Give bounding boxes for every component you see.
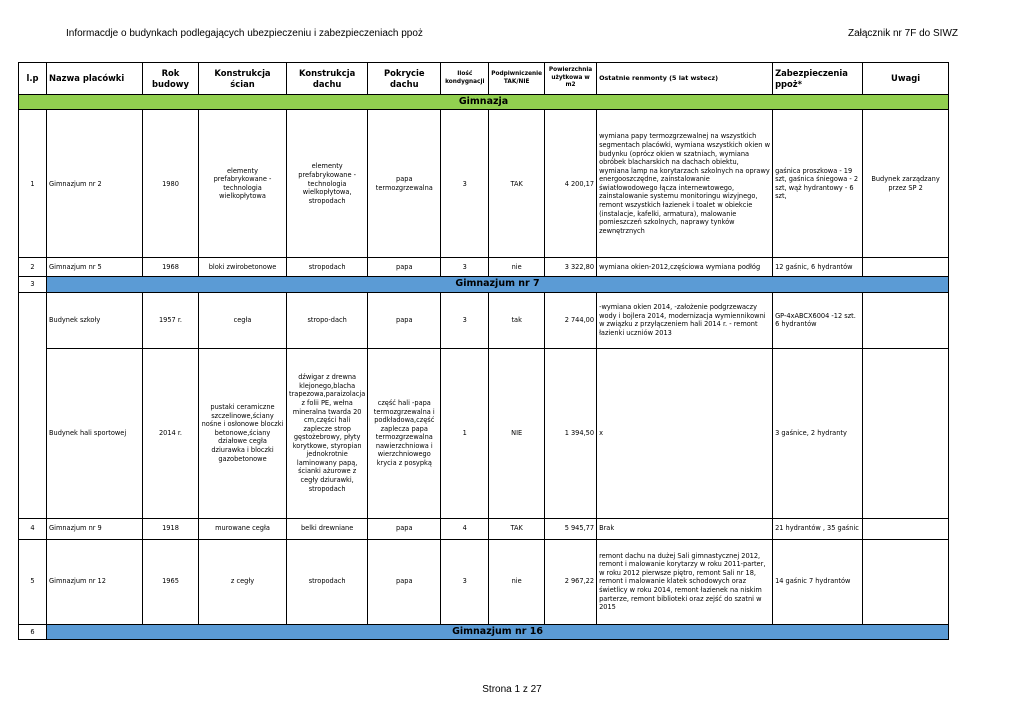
cell-basement: TAK xyxy=(489,110,545,258)
col-renovations: Ostatnie renmonty (5 lat wstecz) xyxy=(597,63,773,95)
col-name: Nazwa placówki xyxy=(47,63,143,95)
cell-lp: 6 xyxy=(19,624,47,639)
col-roof-cover: Pokrycie dachu xyxy=(368,63,441,95)
cell-basement: TAK xyxy=(489,518,545,539)
table-row xyxy=(19,110,949,258)
cell-walls: elementy prefabrykowane - technologia wielkopłytowa xyxy=(199,110,287,258)
school-header-row xyxy=(19,624,949,639)
cell-notes xyxy=(863,258,949,277)
cell-roof-cover: papa xyxy=(368,292,441,348)
cell-fire-protection: 14 gaśnic 7 hydrantów xyxy=(773,539,863,624)
school-title: Gimnazjum nr 16 xyxy=(47,624,949,639)
col-basement: Podpiwniczenie TAK/NIE xyxy=(489,63,545,95)
table-row xyxy=(19,292,949,348)
cell-roof-cover: papa termozgrzewalna xyxy=(368,110,441,258)
cell-floors: 3 xyxy=(441,292,489,348)
cell-roof-construction: belki drewniane xyxy=(287,518,368,539)
cell-renovations: wymiana okien-2012,częściowa wymiana podłóg xyxy=(597,258,773,277)
cell-fire-protection: gaśnica proszkowa - 19 szt, gaśnica śniegowa - 2 szt, wąż hydrantowy - 6 szt, xyxy=(773,110,863,258)
cell-area: 4 200,17 xyxy=(545,110,597,258)
cell-year: 1965 xyxy=(143,539,199,624)
cell-name: Gimnazjum nr 12 xyxy=(47,539,143,624)
col-notes: Uwagi xyxy=(863,63,949,95)
cell-lp: 1 xyxy=(19,110,47,258)
cell-name: Budynek hali sportowej xyxy=(47,348,143,518)
cell-walls: murowane cegła xyxy=(199,518,287,539)
table-row xyxy=(19,258,949,277)
cell-notes xyxy=(863,539,949,624)
table-header-row xyxy=(19,63,949,95)
cell-notes: Budynek zarządzany przez SP 2 xyxy=(863,110,949,258)
buildings-table xyxy=(18,62,949,640)
cell-lp: 2 xyxy=(19,258,47,277)
col-floors: Ilość kondygnacji xyxy=(441,63,489,95)
cell-area: 1 394,50 xyxy=(545,348,597,518)
cell-roof-construction: stropodach xyxy=(287,539,368,624)
cell-lp: 4 xyxy=(19,518,47,539)
attachment-label: Załącznik nr 7F do SIWZ xyxy=(847,28,958,39)
cell-roof-construction: stropo-dach xyxy=(287,292,368,348)
cell-floors: 3 xyxy=(441,539,489,624)
cell-walls: z cegły xyxy=(199,539,287,624)
cell-fire-protection: 21 hydrantów , 35 gaśnic xyxy=(773,518,863,539)
cell-renovations: wymiana papy termozgrzewalnej na wszystkich segmentach placówki, wymiana wszystkich okien w budynku (oprócz okien w szatniach, wymiana obróbek blacharskich na dachach obiektu, wymiana lamp na korytarzach szkolnych na oprawy energooszczędne, zainstalowanie światłowodowego łącza internewtowego, zainstalowanie systemu monitoringu wizyjnego, remont wszystkich łazienek i toalet w obiekcie (instalacje, kafelki, armatura), malowanie pomieszczeń szkolnych, naprawy tynków zewnętrznych xyxy=(597,110,773,258)
cell-year: 1918 xyxy=(143,518,199,539)
cell-fire-protection: GP-4xABCX6004 -12 szt. 6 hydrantów xyxy=(773,292,863,348)
cell-name: Gimnazjum nr 5 xyxy=(47,258,143,277)
cell-name: Gimnazjum nr 2 xyxy=(47,110,143,258)
cell-year: 1980 xyxy=(143,110,199,258)
col-fire-protection: Zabezpieczenia ppoż* xyxy=(773,63,863,95)
cell-roof-construction: dźwigar z drewna klejonego,blacha trapezowa,paraizolacja z folii PE, wełna mineralna twarda 20 cm,części hali zaplecze strop gęstożebrowy, płyty korytkowe, styropian jednokrotnie laminowany papą, ścianki ażurowe z cegły dziurawki, stropodach xyxy=(287,348,368,518)
cell-renovations: Brak xyxy=(597,518,773,539)
cell-basement: NIE xyxy=(489,348,545,518)
school-title: Gimnazjum nr 7 xyxy=(47,277,949,292)
table-row xyxy=(19,348,949,518)
cell-area: 5 945,77 xyxy=(545,518,597,539)
col-year: Rok budowy xyxy=(143,63,199,95)
cell-roof-cover: część hali -papa termozgrzewalna i podkładowa,część zaplecza papa termozgrzewalna nawierzchniowa i wierzchniowego krycia z posypką xyxy=(368,348,441,518)
school-header-row xyxy=(19,277,949,292)
cell-name: Budynek szkoły xyxy=(47,292,143,348)
cell-year: 2014 r. xyxy=(143,348,199,518)
cell-walls: bloki zwirobetonowe xyxy=(199,258,287,277)
table-row xyxy=(19,539,949,624)
cell-roof-construction: elementy prefabrykowane - technologia wielkopłytowa, stropodach xyxy=(287,110,368,258)
cell-year: 1968 xyxy=(143,258,199,277)
section-row-gimnazja xyxy=(19,95,949,110)
cell-area: 3 322,80 xyxy=(545,258,597,277)
cell-notes xyxy=(863,348,949,518)
col-area: Powierzchnia użytkowa w m2 xyxy=(545,63,597,95)
cell-year: 1957 r. xyxy=(143,292,199,348)
cell-floors: 3 xyxy=(441,258,489,277)
cell-roof-cover: papa xyxy=(368,539,441,624)
page-number: Strona 1 z 27 xyxy=(482,684,542,695)
document-title: Informacdje o budynkach podlegających ubezpieczeniu i zabezpieczeniach ppoż xyxy=(66,28,423,39)
col-walls: Konstrukcja ścian xyxy=(199,63,287,95)
table-row xyxy=(19,518,949,539)
cell-fire-protection: 12 gaśnic, 6 hydrantów xyxy=(773,258,863,277)
cell-renovations: x xyxy=(597,348,773,518)
cell-area: 2 744,00 xyxy=(545,292,597,348)
cell-lp: 3 xyxy=(19,277,47,292)
cell-renovations: remont dachu na dużej Sali gimnastycznej 2012, remont i malowanie korytarzy w roku 2011-parter, w roku 2012 pierwsze piętro, remont Sali nr 18, remont i malowanie klatek schodowych oraz świetlicy w roku 2014, remont łazienek na niskim parterze, remont biblioteki oraz zejść do szatni w 2015 xyxy=(597,539,773,624)
cell-roof-cover: papa xyxy=(368,518,441,539)
cell-floors: 1 xyxy=(441,348,489,518)
cell-basement: nie xyxy=(489,539,545,624)
cell-area: 2 967,22 xyxy=(545,539,597,624)
cell-renovations: -wymiana okien 2014, -założenie podgrzewaczy wody i bojlera 2014, modernizacja wymiennikowni w związku z przyłączeniem hali 2014 r. - remont łazienki uczniów 2013 xyxy=(597,292,773,348)
cell-roof-construction: stropodach xyxy=(287,258,368,277)
cell-fire-protection: 3 gaśnice, 2 hydranty xyxy=(773,348,863,518)
cell-floors: 4 xyxy=(441,518,489,539)
col-lp: l.p xyxy=(19,63,47,95)
cell-floors: 3 xyxy=(441,110,489,258)
cell-basement: nie xyxy=(489,258,545,277)
cell-notes xyxy=(863,518,949,539)
col-roof-construction: Konstrukcja dachu xyxy=(287,63,368,95)
cell-name: Gimnazjum nr 9 xyxy=(47,518,143,539)
cell-roof-cover: papa xyxy=(368,258,441,277)
cell-lp: 5 xyxy=(19,539,47,624)
section-title: Gimnazja xyxy=(19,95,949,110)
cell-walls: cegła xyxy=(199,292,287,348)
cell-basement: tak xyxy=(489,292,545,348)
cell-walls: pustaki ceramiczne szczelinowe,ściany nośne i osłonowe bloczki betonowe,ściany działowe cegła dziurawka i bloczki gazobetonowe xyxy=(199,348,287,518)
cell-notes xyxy=(863,292,949,348)
cell-lp-empty xyxy=(19,292,47,518)
